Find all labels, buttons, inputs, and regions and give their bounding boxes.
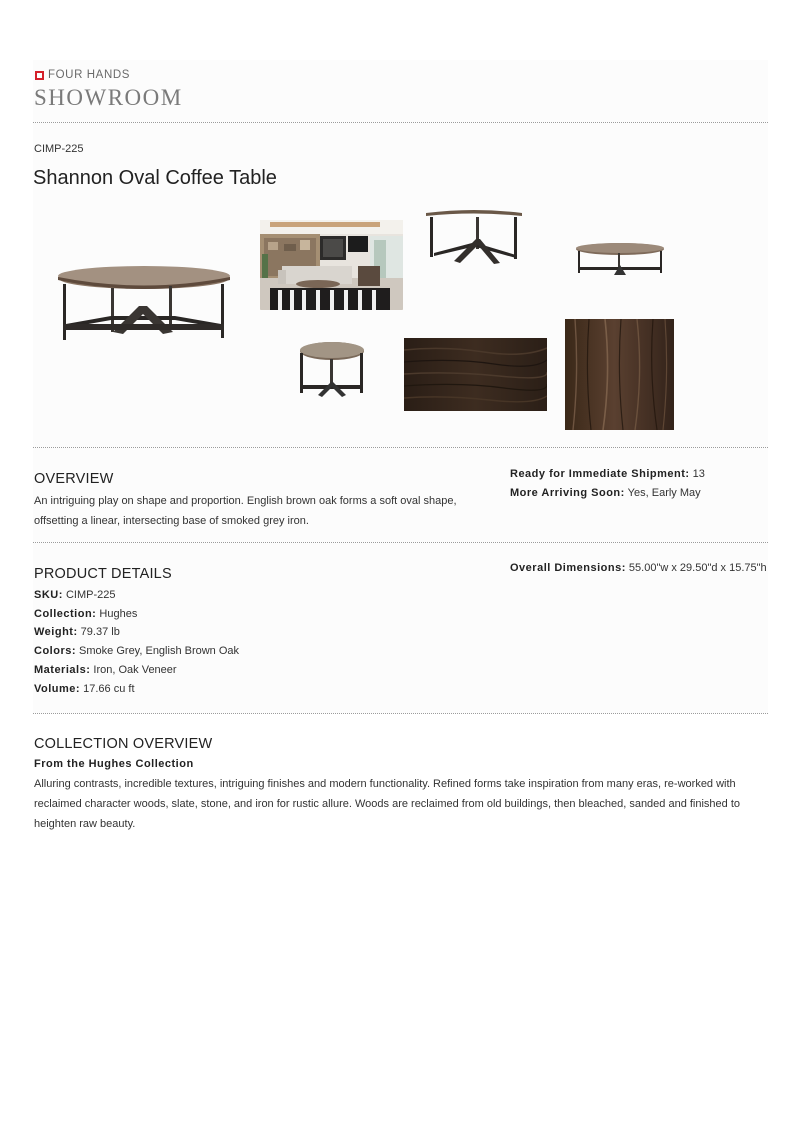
brand-logo-icon [35,71,44,80]
detail-label: Colors: [34,645,76,658]
detail-volume [34,680,239,699]
product-details-title: PRODUCT DETAILS [34,566,172,582]
ready-shipment-label: Ready for Immediate Shipment: [510,468,690,480]
detail-label: Volume: [34,682,81,695]
detail-sku [34,586,239,605]
detail-label: SKU: [34,589,63,601]
dimensions-value: 55.00"w x 29.50"d x 15.75"h [625,562,767,574]
detail-label: Weight: [34,626,78,639]
header [33,60,768,122]
product-details-section [33,543,768,713]
overview-text: An intriguing play on shape and proportion. English brown oak forms a soft oval shape, offsetting a linear, intersecting base of smoked grey iron. [34,495,457,527]
detail-value: 17.66 cu ft [80,682,135,695]
round-table-photo [296,341,368,403]
arriving-soon [510,484,705,503]
arriving-soon-label: More Arriving Soon: [510,487,625,499]
showroom-title: SHOWROOM [34,85,183,110]
detail-label: Materials: [34,663,91,676]
ready-shipment [510,465,705,484]
arriving-soon-value: Yes, Early May [624,487,701,499]
collection-overview-section [33,714,768,834]
detail-value: 79.37 lb [77,626,120,639]
detail-value: CIMP-225 [62,589,116,601]
detail-label: Collection: [34,607,97,620]
collection-overview-title: COLLECTION OVERVIEW [34,736,213,752]
living-room-photo [260,220,403,310]
details-list [34,586,239,698]
product-header [33,123,768,193]
detail-value: Smoke Grey, English Brown Oak [76,645,240,658]
collection-subtitle: From the Hughes Collection [34,758,194,770]
brand-name: FOUR HANDS [48,69,131,81]
brand [35,69,130,81]
oval-coffee-table-photo [51,258,236,348]
product-sku: CIMP-225 [34,143,84,155]
detail-value: Hughes [96,607,138,620]
table-side-photo [574,241,666,281]
overview-title: OVERVIEW [34,471,114,487]
spec-sheet [33,60,768,834]
overview-section [33,448,768,542]
detail-colors [34,642,239,661]
detail-collection [34,605,239,624]
product-title: Shannon Oval Coffee Table [33,167,277,189]
product-gallery [33,193,768,447]
detail-value: Iron, Oak Veneer [90,663,177,676]
detail-materials [34,661,239,680]
overall-dimensions [510,562,767,574]
ready-shipment-value: 13 [689,468,705,480]
availability [510,465,705,503]
detail-weight [34,623,239,642]
dark-oak-swatch [404,338,547,411]
dimensions-label: Overall Dimensions: [510,562,626,574]
brown-oak-swatch [565,319,674,430]
collection-text: Alluring contrasts, incredible textures, intriguing finishes and modern functionality. Refined forms take inspiration from many eras, re-worked with reclaimed character woods, slate, stone, and iron for rustic allure. Woods are reclaimed from old buildings, then bleached, sanded and finished to heighten raw beauty. [34,778,741,830]
table-top-view-photo [424,209,524,275]
